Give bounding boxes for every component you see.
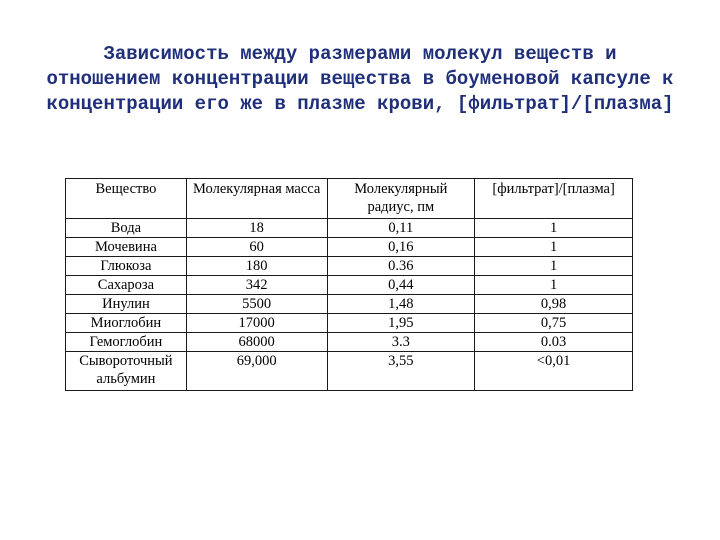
column-header-molecular-radius: Молекулярный радиус, пм [327,179,475,219]
cell-ratio: 0.03 [475,333,633,352]
title-line-3: концентрации его же в плазме крови, [фильтрат]/[плазма] [46,93,674,115]
cell-molecular-mass: 342 [186,276,327,295]
cell-ratio: 1 [475,219,633,238]
cell-ratio: 0,98 [475,295,633,314]
table-row [66,276,633,295]
table-row [66,257,633,276]
cell-substance: Вода [66,219,187,238]
cell-molecular-mass: 17000 [186,314,327,333]
cell-molecular-radius: 0,44 [327,276,475,295]
table-row [66,238,633,257]
cell-substance: Гемоглобин [66,333,187,352]
table-row [66,333,633,352]
cell-molecular-radius: 3.3 [327,333,475,352]
cell-molecular-mass: 5500 [186,295,327,314]
cell-ratio: 0,75 [475,314,633,333]
cell-molecular-mass: 18 [186,219,327,238]
cell-ratio: 1 [475,276,633,295]
column-header-substance: Вещество [66,179,187,219]
cell-molecular-mass: 180 [186,257,327,276]
cell-ratio: <0,01 [475,352,633,391]
cell-molecular-radius: 0,16 [327,238,475,257]
title-line-1: Зависимость между размерами молекул веществ и [103,43,617,65]
cell-substance: Инулин [66,295,187,314]
cell-substance: Глюкоза [66,257,187,276]
title-line-2: отношением концентрации вещества в боуменовой капсуле к [46,68,674,90]
cell-substance: Мочевина [66,238,187,257]
table-row [66,352,633,391]
cell-molecular-radius: 1,95 [327,314,475,333]
data-table [65,178,633,391]
table-header-row [66,179,633,219]
cell-ratio: 1 [475,238,633,257]
cell-substance: Сывороточный альбумин [66,352,187,391]
column-header-filtrate-plasma-ratio: [фильтрат]/[плазма] [475,179,633,219]
cell-molecular-mass: 68000 [186,333,327,352]
cell-substance: Миоглобин [66,314,187,333]
cell-substance: Сахароза [66,276,187,295]
cell-molecular-radius: 3,55 [327,352,475,391]
table-row [66,219,633,238]
cell-molecular-mass: 60 [186,238,327,257]
cell-ratio: 1 [475,257,633,276]
cell-molecular-radius: 1,48 [327,295,475,314]
cell-molecular-radius: 0.36 [327,257,475,276]
column-header-molecular-mass: Молекулярная масса [186,179,327,219]
table-row [66,314,633,333]
table-row [66,295,633,314]
page-title [0,42,720,117]
cell-molecular-radius: 0,11 [327,219,475,238]
cell-molecular-mass: 69,000 [186,352,327,391]
